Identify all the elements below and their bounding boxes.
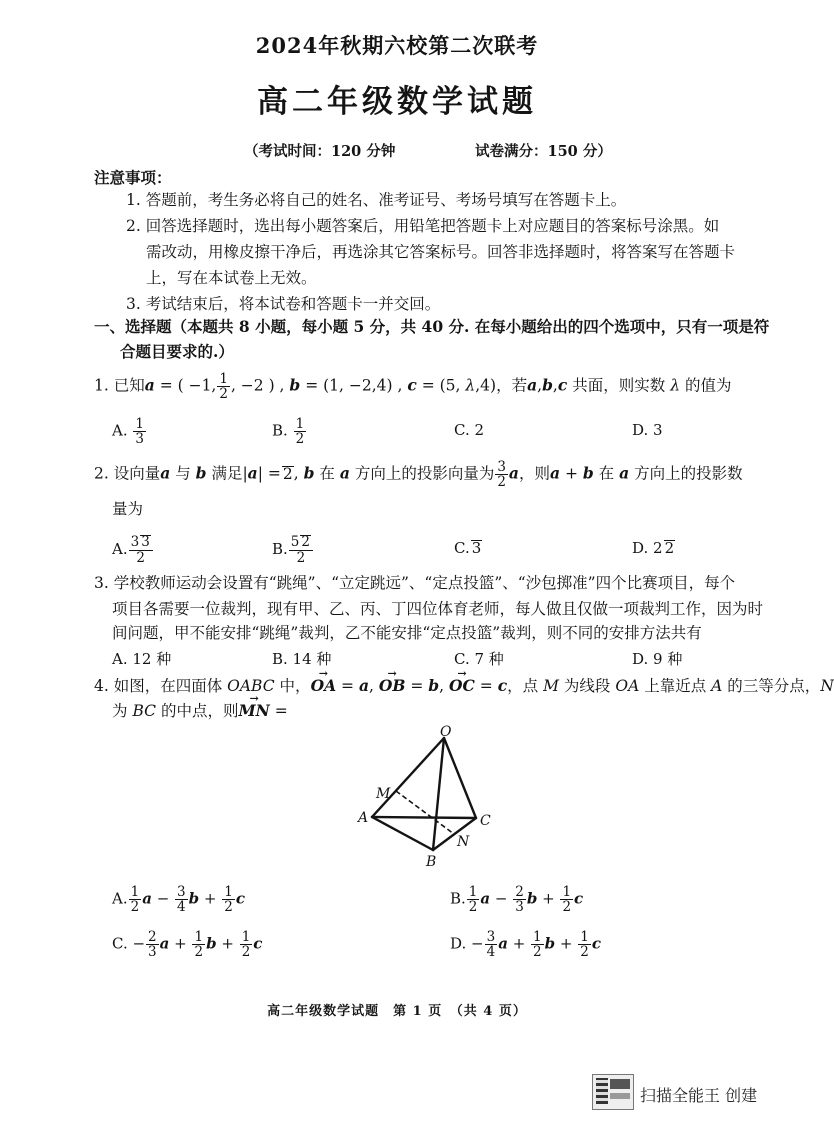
q3-option-c[interactable]: C. 7 种 bbox=[454, 650, 504, 668]
q4-option-d[interactable]: D. − $\frac{3}{4}$ a + $\frac{1}{2}$ b + $\frac{1}{2}$ c bbox=[450, 929, 601, 961]
q4-option-a[interactable]: A. $\frac{1}{2}$ a − $\frac{3}{4}$ b + $\frac{1}{2}$ c bbox=[112, 884, 245, 916]
exam-time: （考试时间：120 分钟 bbox=[244, 143, 396, 160]
tetrahedron-figure bbox=[350, 722, 500, 868]
question-2: 2. 设向量a 与 b 满足|a| = 2, b 在 a 方向上的投影向量为 $\frac{3}{2}$ a，则a + b 在 a 方向上的投影数 bbox=[94, 459, 743, 491]
q3-option-b[interactable]: B. 14 种 bbox=[272, 650, 332, 668]
camscanner-logo-icon bbox=[592, 1074, 634, 1110]
segment-mn bbox=[396, 791, 454, 834]
note-3: 3. 考试结束后，将本试卷和答题卡一并交回。 bbox=[126, 295, 441, 313]
edge-ac bbox=[372, 817, 476, 818]
q3-option-a[interactable]: A. 12 种 bbox=[112, 650, 172, 668]
section-1-heading-cont: 合题目要求的.） bbox=[120, 342, 234, 361]
q1-option-d[interactable]: D. 3 bbox=[632, 421, 663, 439]
edge-oc bbox=[444, 738, 476, 818]
q1-option-a[interactable]: A. $\frac{1}{3}$ bbox=[112, 416, 144, 448]
section-1-heading: 一、选择题（本题共 8 小题，每小题 5 分，共 40 分. 在每小题给出的四个选项中，只有一项是符 bbox=[94, 317, 770, 336]
question-4-line-2: 为 BC 的中点，则→ MN = bbox=[112, 698, 288, 724]
edge-bc bbox=[433, 818, 476, 850]
question-4-line-1: 4. 如图，在四面体 OABC 中，→ OA = a, → OB = b, → OC = c，点 M 为线段 OA 上靠近点 A 的三等分点，N bbox=[94, 673, 834, 699]
label-m: M bbox=[376, 786, 391, 802]
q2-option-d[interactable]: D. 2 2 bbox=[632, 539, 675, 557]
label-n: N bbox=[457, 834, 470, 850]
note-2-line-1: 2. 回答选择题时，选出每小题答案后，用铅笔把答题卡上对应题目的答案标号涂黑。如 bbox=[126, 217, 720, 235]
edge-oa bbox=[372, 738, 444, 817]
edge-ab bbox=[372, 817, 433, 850]
question-3-line-3: 间问题，甲不能安排“跳绳”裁判，乙不能安排“定点投篮”裁判，则不同的安排方法共有 bbox=[112, 624, 702, 642]
exam-subtitle: 2024年秋期六校第二次联考 bbox=[255, 33, 539, 58]
notes-heading: 注意事项： bbox=[94, 168, 172, 187]
label-b: B bbox=[426, 854, 437, 870]
edge-ob bbox=[433, 738, 444, 850]
exam-title: 高二年级数学试题 bbox=[257, 84, 537, 120]
page-footer: 高二年级数学试题 第 1 页 （共 4 页） bbox=[267, 1004, 527, 1019]
q2-option-b[interactable]: B. $\frac{5 2}{2}$ bbox=[272, 535, 314, 565]
question-3-line-1: 3. 学校教师运动会设置有“跳绳”、“立定跳远”、“定点投篮”、“沙包掷准”四个比赛项目，每个 bbox=[94, 574, 736, 592]
scanner-watermark: 扫描全能王 创建 bbox=[640, 1086, 758, 1105]
exam-score: 试卷满分：150 分） bbox=[475, 143, 612, 160]
q4-option-c[interactable]: C. − $\frac{2}{3}$ a + $\frac{1}{2}$ b + $\frac{1}{2}$ c bbox=[112, 929, 263, 961]
q2-option-a[interactable]: A. $\frac{3 3}{2}$ bbox=[112, 535, 154, 565]
label-o: O bbox=[440, 724, 452, 740]
note-2-line-2: 需改动，用橡皮擦干净后，再选涂其它答案标号。回答非选择题时，将答案写在答题卡 bbox=[146, 243, 736, 261]
q2-option-c[interactable]: C. 3 bbox=[454, 539, 482, 557]
question-1: 1. 已知a = ( −1, $\frac{1}{2}$ , −2 ) , b = (1, −2,4) , c = (5, λ,4)，若a,b,c 共面，则实数 λ 的值为 bbox=[94, 371, 732, 403]
question-3-line-2: 项目各需要一位裁判，现有甲、乙、丙、丁四位体育老师，每人做且仅做一项裁判工作，因为时 bbox=[112, 600, 764, 618]
label-c: C bbox=[480, 813, 491, 829]
q1-option-c[interactable]: C. 2 bbox=[454, 421, 485, 439]
label-a: A bbox=[358, 810, 369, 826]
q4-option-b[interactable]: B. $\frac{1}{2}$ a − $\frac{2}{3}$ b + $\frac{1}{2}$ c bbox=[450, 884, 584, 916]
q3-option-d[interactable]: D. 9 种 bbox=[632, 650, 683, 668]
note-1: 1. 答题前，考生务必将自己的姓名、准考证号、考场号填写在答题卡上。 bbox=[126, 191, 627, 209]
question-2-cont: 量为 bbox=[112, 500, 144, 518]
note-2-line-3: 上，写在本试卷上无效。 bbox=[146, 269, 317, 287]
q1-option-b[interactable]: B. $\frac{1}{2}$ bbox=[272, 416, 305, 448]
